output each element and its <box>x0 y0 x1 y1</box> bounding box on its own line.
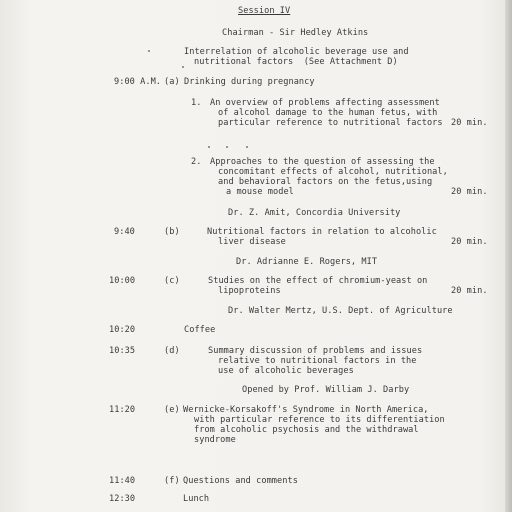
scan-speck <box>148 50 150 52</box>
item-text-line: syndrome <box>194 435 236 445</box>
item-text-line: Summary discussion of problems and issues <box>208 346 423 356</box>
item-text-line: An overview of problems affecting assessment <box>210 98 440 108</box>
item-time: 12:30 <box>109 494 136 504</box>
item-label: (f) <box>164 476 180 486</box>
item-label: (c) <box>164 276 180 286</box>
item-text-line: Drinking during pregnancy <box>184 77 315 87</box>
item-text-line: Questions and comments <box>183 476 298 486</box>
item-text-line: relative to nutritional factors in the <box>218 356 417 366</box>
item-time: 11:20 <box>109 405 136 415</box>
item-speaker: Dr. Adrianne E. Rogers, MIT <box>236 257 378 267</box>
scan-speck <box>208 146 210 148</box>
item-label: 2. <box>191 157 202 167</box>
session-title: Session IV <box>238 6 291 16</box>
item-text-line: liver disease <box>218 237 286 247</box>
item-label: (e) <box>164 405 180 415</box>
item-speaker: Opened by Prof. William J. Darby <box>242 385 410 395</box>
item-text-line: and behavioral factors on the fetus,using <box>218 177 433 187</box>
item-time: 10:35 <box>109 346 136 356</box>
item-text-line: particular reference to nutritional factors <box>218 118 443 128</box>
item-duration: 20 min. <box>451 286 488 296</box>
item-speaker: Dr. Walter Mertz, U.S. Dept. of Agriculture <box>228 306 453 316</box>
item-duration: 20 min. <box>451 237 488 247</box>
scan-speck <box>246 146 248 148</box>
item-duration: 20 min. <box>451 118 488 128</box>
item-text-line: Wernicke-Korsakoff's Syndrome in North America, <box>183 405 429 415</box>
scan-speck <box>182 66 184 68</box>
session-topic-line-1: Interrelation of alcoholic beverage use and <box>184 47 409 57</box>
chairman-line: Chairman - Sir Hedley Atkins <box>222 28 369 38</box>
item-text-line: with particular reference to its differentiation <box>194 415 445 425</box>
item-text-line: Lunch <box>183 494 210 504</box>
page-edge-shadow <box>505 0 512 512</box>
item-text-line: lipoproteins <box>218 286 281 296</box>
item-time: 9:40 <box>114 227 135 237</box>
item-speaker: Dr. Z. Amit, Concordia University <box>228 208 401 218</box>
item-text-line: from alcoholic psychosis and the withdrawal <box>194 425 419 435</box>
item-text-line: of alcohol damage to the human fetus, with <box>218 108 438 118</box>
item-duration: 20 min. <box>451 187 488 197</box>
item-label: 1. <box>191 98 202 108</box>
session-topic-line-2: nutritional factors (See Attachment D) <box>194 57 398 67</box>
item-text-line: Studies on the effect of chromium-yeast on <box>208 276 428 286</box>
item-text-line: Approaches to the question of assessing the <box>210 157 435 167</box>
item-time: 10:20 <box>109 325 136 335</box>
item-label: (a) <box>164 77 180 87</box>
item-time: 9:00 A.M. <box>114 77 162 87</box>
scan-speck <box>226 146 228 148</box>
item-text-line: a mouse model <box>226 187 294 197</box>
item-text-line: use of alcoholic beverages <box>218 366 354 376</box>
item-time: 10:00 <box>109 276 136 286</box>
item-text-line: Coffee <box>184 325 216 335</box>
item-text-line: Nutritional factors in relation to alcoholic <box>207 227 437 237</box>
item-label: (d) <box>164 346 180 356</box>
item-text-line: concomitant effects of alcohol, nutritional, <box>218 167 448 177</box>
item-label: (b) <box>164 227 180 237</box>
item-time: 11:40 <box>109 476 136 486</box>
